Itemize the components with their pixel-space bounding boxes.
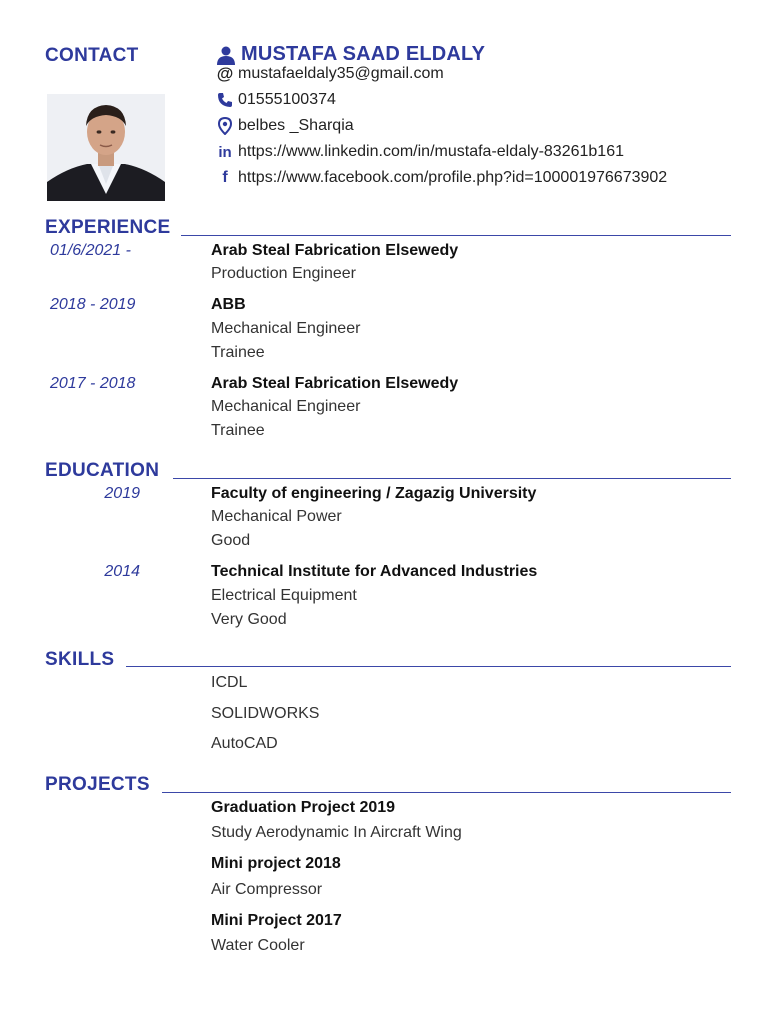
education-date: 2014	[104, 563, 140, 580]
phone-icon	[216, 91, 234, 109]
person-portrait-icon	[47, 94, 165, 201]
linkedin-line	[216, 142, 624, 162]
candidate-name: MUSTAFA SAAD ELDALY	[241, 43, 486, 65]
linkedin-icon: in	[218, 143, 232, 161]
experience-divider	[181, 235, 731, 236]
location-pin-icon	[216, 117, 234, 135]
contact-heading: CONTACT	[45, 45, 139, 66]
location-text: belbes _Sharqia	[238, 117, 354, 134]
person-icon	[216, 45, 236, 65]
email-line	[216, 64, 444, 84]
experience-date: 01/6/2021 -	[50, 242, 131, 259]
name-row	[216, 43, 485, 66]
project-title: Mini project 2018	[211, 855, 341, 872]
education-field: Electrical Equipment	[211, 587, 357, 604]
project-description: Study Aerodynamic In Aircraft Wing	[211, 824, 462, 841]
education-grade: Very Good	[211, 611, 287, 628]
experience-level: Trainee	[211, 344, 265, 361]
facebook-line	[216, 168, 667, 188]
experience-role: Mechanical Engineer	[211, 320, 361, 337]
education-institution: Faculty of engineering / Zagazig University	[211, 485, 537, 502]
linkedin-link[interactable]: https://www.linkedin.com/in/mustafa-eldaly-83261b161	[238, 143, 624, 160]
education-field: Mechanical Power	[211, 508, 342, 525]
projects-divider	[162, 792, 731, 793]
phone-text[interactable]: 01555100374	[238, 91, 336, 108]
education-institution: Technical Institute for Advanced Industries	[211, 563, 538, 580]
experience-company: ABB	[211, 296, 246, 313]
location-line	[216, 116, 354, 136]
experience-company: Arab Steal Fabrication Elsewedy	[211, 375, 459, 392]
education-date: 2019	[104, 485, 140, 502]
experience-heading: EXPERIENCE	[45, 217, 171, 238]
experience-role: Mechanical Engineer	[211, 398, 361, 415]
project-description: Water Cooler	[211, 937, 305, 954]
facebook-link[interactable]: https://www.facebook.com/profile.php?id=100001976673902	[238, 169, 668, 186]
experience-level: Trainee	[211, 422, 265, 439]
skills-divider	[126, 666, 731, 667]
skills-heading: SKILLS	[45, 649, 115, 670]
skill-item: ICDL	[211, 674, 248, 691]
experience-date: 2018 - 2019	[50, 296, 136, 313]
skill-item: SOLIDWORKS	[211, 705, 320, 722]
project-title: Graduation Project 2019	[211, 799, 396, 816]
project-description: Air Compressor	[211, 881, 323, 898]
at-icon: @	[216, 64, 234, 83]
email-text[interactable]: mustafaeldaly35@gmail.com	[238, 65, 444, 82]
projects-heading: PROJECTS	[45, 774, 150, 795]
skill-item: AutoCAD	[211, 735, 278, 752]
education-grade: Good	[211, 532, 251, 549]
experience-date: 2017 - 2018	[50, 375, 136, 392]
profile-photo	[47, 94, 165, 201]
project-title: Mini Project 2017	[211, 912, 342, 929]
facebook-icon: f	[222, 169, 228, 186]
education-divider	[173, 478, 731, 479]
experience-company: Arab Steal Fabrication Elsewedy	[211, 242, 459, 259]
education-heading: EDUCATION	[45, 460, 160, 481]
phone-line	[216, 90, 336, 110]
experience-role: Production Engineer	[211, 265, 356, 282]
